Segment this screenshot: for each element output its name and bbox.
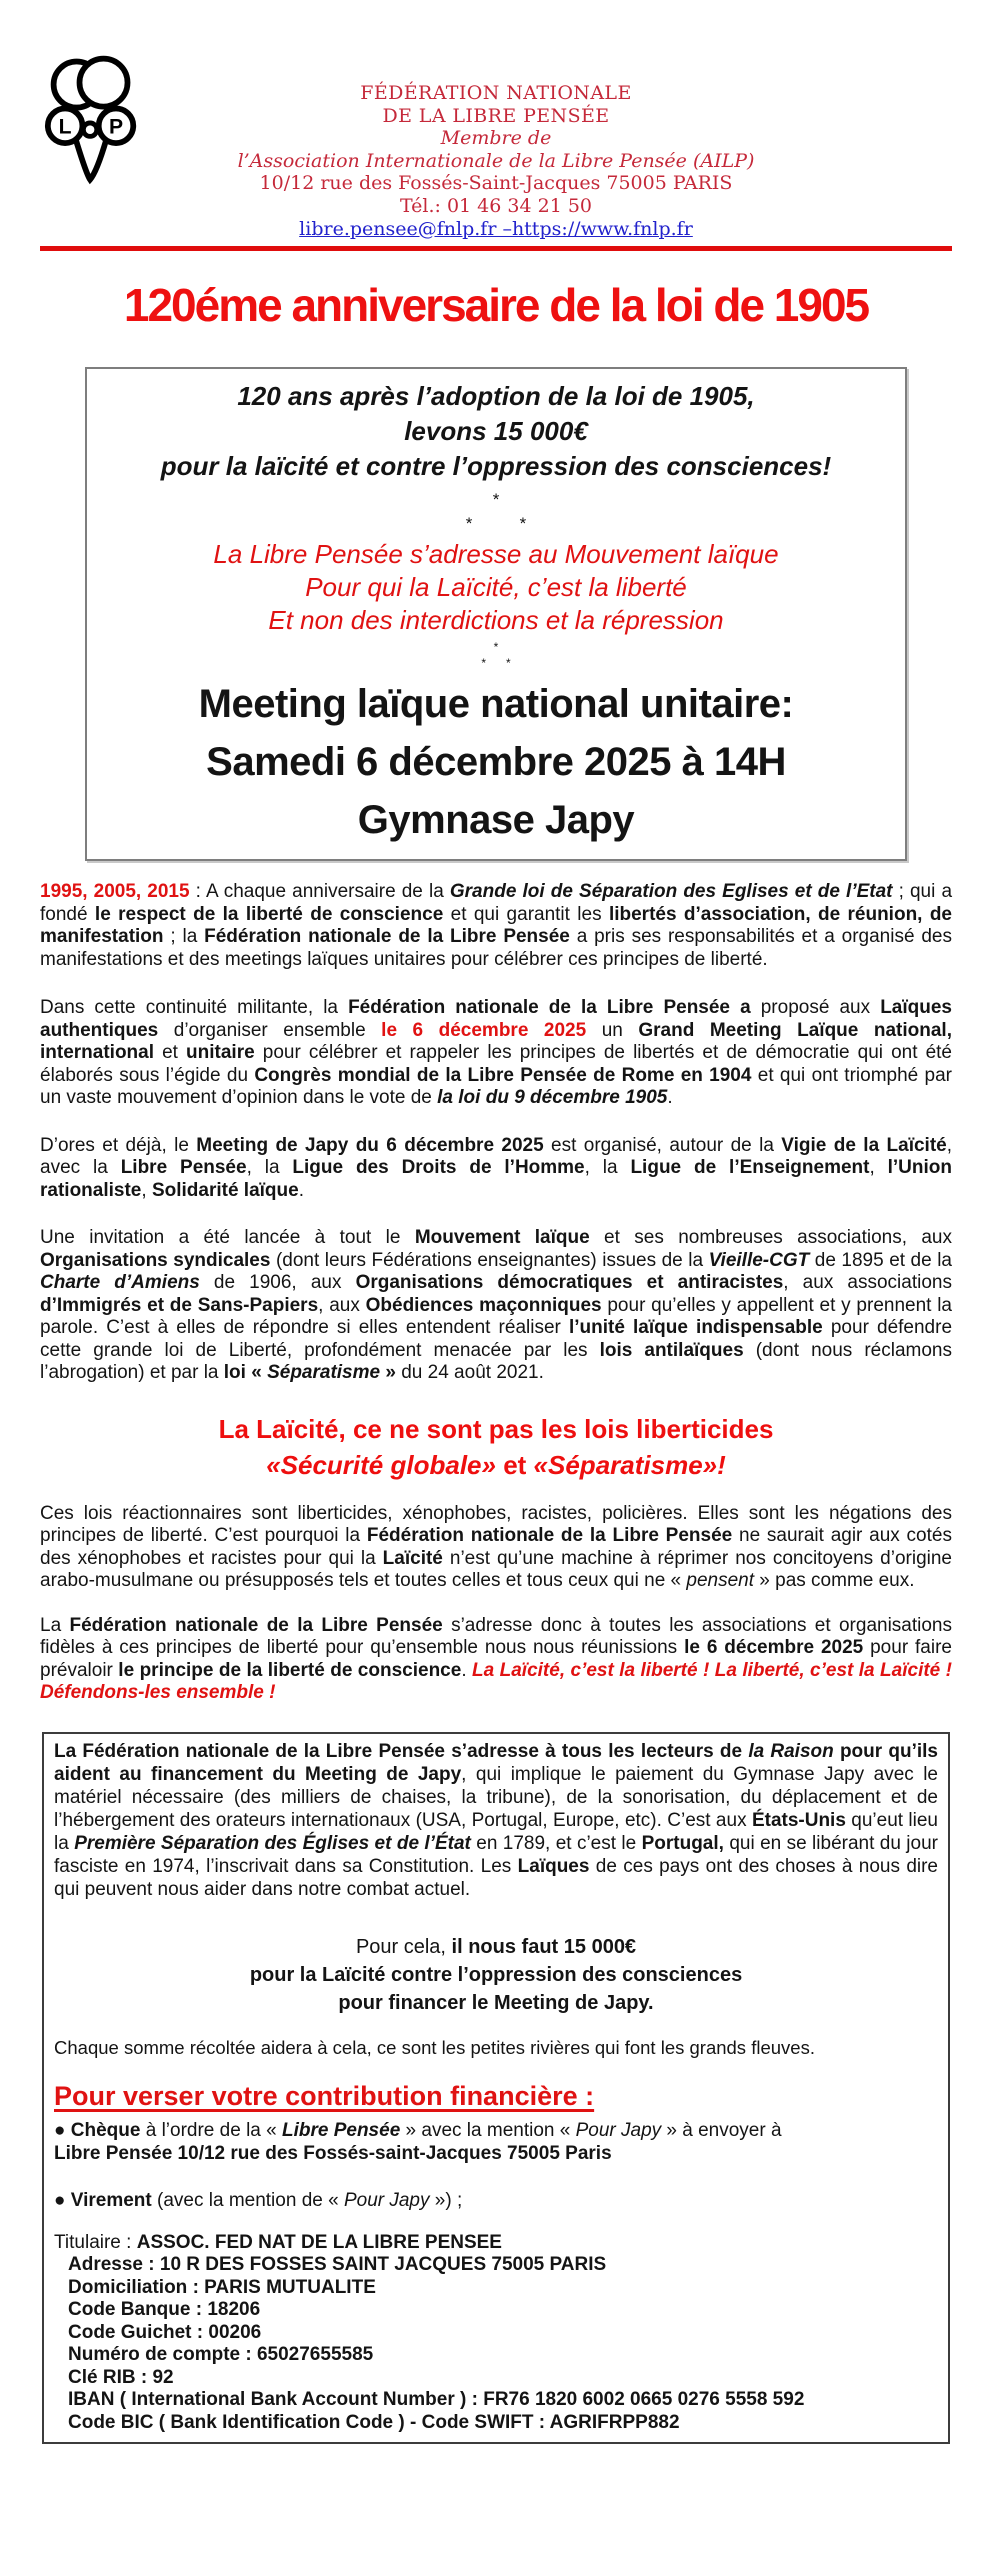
text-segment: et	[154, 1042, 187, 1063]
text-segment: .	[667, 1087, 673, 1108]
text-segment: le 6 décembre 2025	[381, 1019, 587, 1041]
text-segment: , aux	[318, 1294, 366, 1316]
financing-box	[42, 1732, 950, 2445]
text-segment: «Sécurité globale»	[266, 1449, 496, 1480]
text-segment: et	[495, 1449, 534, 1480]
tiny-star-separator-pair: * *	[481, 656, 511, 670]
text-segment: Domiciliation : PARIS MUTUALITE	[68, 2276, 376, 2298]
letterhead	[40, 40, 952, 242]
text-segment: qui en se libérant du jour fasciste en 1974, l’inscrivait dans sa Constitution. Les	[54, 1832, 938, 1877]
text-segment: 1995, 2005, 2015	[40, 881, 190, 902]
wire-transfer-instructions	[54, 2189, 938, 2212]
appeal-red-line1: La Libre Pensée s’adresse au Mouvement laïque	[213, 539, 779, 569]
bank-bic-swift	[54, 2412, 938, 2435]
text-segment: Organisations démocratiques et antiracistes	[355, 1272, 784, 1293]
text-segment: ,	[869, 1157, 888, 1178]
org-name-line2: DE LA LIBRE PENSÉE	[382, 104, 610, 127]
text-segment: Titulaire :	[54, 2231, 137, 2253]
funds-appeal-line2: pour la Laïcité contre l’oppression des consciences	[249, 1963, 743, 1986]
laicite-heading-line1: La Laïcité, ce ne sont pas les lois liberticides	[218, 1413, 774, 1444]
text-segment: Dans cette continuité militante, la	[40, 997, 349, 1018]
funds-appeal-line3: pour financer le Meeting de Japy.	[338, 1991, 654, 2014]
text-segment: pour qu’elles y appellent et y prennent la parole. C’est à elles de répondre si elles entendent réaliser	[40, 1294, 953, 1338]
text-segment: Pour Japy	[575, 2119, 662, 2141]
text-segment: de 1895 et de la	[809, 1249, 952, 1271]
red-divider	[40, 246, 952, 251]
logo-center	[83, 123, 96, 136]
text-segment: Chèque	[70, 2119, 141, 2141]
star-separator-pair: * *	[465, 514, 527, 533]
cheque-address: Libre Pensée 10/12 rue des Fossés-saint-Jacques 75005 Paris	[54, 2142, 612, 2164]
text-segment: , qui implique le paiement du Gymnase Japy avec le matériel nécessaire (des milliers de chaises, la tribune), de la sonorisation, du déplacement et de l’hébergement des orateurs internationaux (USA, Portugal, Europe, etc). C’est aux	[54, 1763, 938, 1831]
text-segment: l’Union rationaliste	[40, 1157, 953, 1201]
text-segment: lois antilaïques	[599, 1339, 744, 1361]
text-segment: (dont leurs Fédérations enseignantes) issues de la	[270, 1249, 709, 1271]
logo-stem	[76, 139, 107, 179]
paragraph-anniversaries	[40, 881, 952, 971]
text-segment: IBAN ( International Bank Account Number ) : FR76 1820 6002 0665 0276 5558 592	[68, 2389, 805, 2410]
text-segment: Laïcité	[382, 1547, 443, 1569]
text-segment: Fédération nationale de la Libre Pensée	[69, 1614, 443, 1636]
text-segment: et qui garantit les	[443, 903, 609, 925]
text-segment: libertés d’association, de réunion, de manifestation	[40, 903, 952, 947]
paragraph-organizers	[40, 1135, 952, 1203]
bank-account-number	[54, 2344, 938, 2367]
text-segment: Mouvement laïque	[414, 1227, 590, 1248]
bank-details	[54, 2232, 938, 2435]
org-address: 10/12 rue des Fossés-Saint-Jacques 75005 PARIS	[259, 172, 733, 195]
text-segment: Pour Japy	[343, 2189, 430, 2211]
email-website-link[interactable]: libre.pensee@fnlp.fr –https://www.fnlp.fr	[299, 217, 693, 240]
text-segment: Ligue des Droits de l’Homme	[292, 1157, 585, 1178]
financing-paragraph	[54, 1740, 938, 1901]
contribution-heading: Pour verser votre contribution financière :	[54, 2080, 595, 2111]
text-segment: , la	[584, 1157, 631, 1178]
text-segment: d’organiser ensemble	[158, 1019, 382, 1041]
logo-petal-top-right	[80, 59, 128, 107]
bank-account-holder	[54, 2232, 938, 2255]
text-segment: , la	[246, 1157, 293, 1178]
paragraph-invitation	[40, 1227, 952, 1385]
bank-code-banque	[54, 2299, 938, 2322]
text-segment: Code Banque : 18206	[68, 2299, 261, 2320]
text-segment: loi «	[223, 1362, 268, 1383]
tiny-star-separator: *	[493, 640, 499, 654]
laicite-heading-line2	[40, 1447, 952, 1483]
meeting-venue-line: Gymnase Japy	[357, 798, 635, 842]
appeal-red-line3: Et non des interdictions et la répression	[268, 605, 724, 635]
document-body	[40, 0, 952, 2444]
text-segment: et qui ont triomphé par un vaste mouvement d’opinion dans le vote de	[40, 1064, 952, 1108]
text-segment: la Raison	[748, 1740, 834, 1762]
appeal-black-line2: levons 15 000€	[404, 416, 588, 446]
text-segment: n’est qu’une machine à réprimer nos concitoyens d’origine arabo-musulmane ou présupposés tels et toutes celles et tous ceux qui ne «	[40, 1547, 952, 1591]
text-segment: Obédiences maçonniques	[365, 1294, 602, 1316]
text-segment: Numéro de compte : 65027655585	[68, 2344, 374, 2365]
text-segment: ne saurait agir aux cotés des xénophobes et racistes pour qui la	[40, 1525, 952, 1569]
text-segment: ,	[141, 1179, 152, 1201]
cheque-instructions	[54, 2119, 938, 2142]
text-segment: Grande loi de Séparation des Eglises et de l’Etat	[449, 881, 893, 902]
text-segment: du 24 août 2021.	[395, 1362, 544, 1383]
org-member-line1: Membre de	[440, 127, 552, 150]
logo-letter-l: L	[58, 115, 72, 139]
text-segment: proposé aux	[750, 997, 881, 1018]
text-segment: Laïques authentiques	[40, 997, 952, 1041]
funds-appeal-line1	[54, 1933, 938, 1961]
text-segment: Fédération nationale de la Libre Pensée	[366, 1525, 733, 1546]
text-segment: Code BIC ( Bank Identification Code ) - Code SWIFT : AGRIFRPP882	[68, 2411, 680, 2433]
text-segment: La Laïcité, c’est la liberté ! La liberté, c’est la Laïcité ! Défendons-les ensemble !	[40, 1659, 952, 1703]
org-phone: Tél.: 01 46 34 21 50	[399, 194, 593, 217]
appeal-black-line1: 120 ans après l’adoption de la loi de 1905,	[237, 381, 755, 411]
text-segment: Clé RIB : 92	[68, 2366, 174, 2388]
text-segment: Libre Pensée	[120, 1157, 247, 1178]
text-segment: pensent	[686, 1570, 755, 1591]
text-segment: de 1906, aux	[199, 1272, 356, 1293]
logo-letter-p: P	[108, 115, 124, 139]
text-segment: et ses nombreuses associations, aux	[589, 1227, 952, 1248]
meeting-title-line: Meeting laïque national unitaire:	[198, 682, 794, 726]
text-segment: »	[380, 1362, 396, 1383]
text-segment: Virement	[70, 2189, 152, 2211]
meeting-date-line: Samedi 6 décembre 2025 à 14H	[206, 740, 786, 784]
text-segment: l’unité laïque indispensable	[568, 1317, 823, 1338]
text-segment: le respect de la liberté de conscience	[94, 903, 444, 925]
text-segment: (avec la mention de «	[151, 2189, 344, 2211]
text-segment: unitaire	[186, 1042, 255, 1063]
text-segment: La	[40, 1614, 70, 1636]
text-segment: le principe de la liberté de conscience	[118, 1659, 462, 1681]
text-segment: Solidarité laïque	[151, 1179, 299, 1201]
text-segment: Une invitation a été lancée à tout le	[40, 1227, 415, 1248]
text-segment: » pas comme eux.	[754, 1570, 915, 1591]
paragraph-call-to-unite	[40, 1615, 952, 1705]
paragraph-proposal	[40, 997, 952, 1110]
text-segment: Congrès mondial de la Libre Pensée de Rome en 1904	[254, 1064, 752, 1086]
text-segment: s’adresse donc à toutes les associations et organisations fidèles à ces principes de liberté pour qu’ensemble nous nous réunissions	[40, 1614, 952, 1658]
announcement-box	[85, 367, 907, 861]
text-segment: » à envoyer à	[661, 2119, 782, 2141]
text-segment: Première Séparation des Églises et de l’État	[74, 1832, 471, 1854]
text-segment: , aux associations	[783, 1272, 952, 1293]
text-segment: qu’eut lieu la	[54, 1809, 938, 1854]
paragraph-reactionary-laws	[40, 1503, 952, 1593]
text-segment: un	[586, 1019, 639, 1041]
text-segment: ●	[54, 2189, 71, 2211]
org-member-line2: l’Association Internationale de la Libre Pensée (AILP)	[237, 149, 755, 172]
text-segment: Laïques	[517, 1855, 590, 1877]
text-segment: pour célébrer et rappeler les principes de libertés et de démocratie qui ont été élaborés sous l’égide du	[40, 1042, 952, 1086]
libre-pensee-pansy-logo	[44, 54, 140, 188]
text-segment: , avec la	[40, 1134, 953, 1178]
text-segment: Code Guichet : 00206	[68, 2321, 262, 2343]
text-segment: Portugal,	[641, 1832, 724, 1854]
text-segment: Fédération nationale de la Libre Pensée a	[348, 997, 751, 1018]
text-segment: » avec la mention «	[400, 2119, 576, 2141]
text-segment: Grand Meeting Laïque national, international	[40, 1019, 952, 1063]
text-segment: Ligue de l’Enseignement	[630, 1157, 870, 1178]
text-segment: est organisé, autour de la	[543, 1134, 782, 1156]
text-segment: de ces pays ont des choses à nous dire qui peuvent nous aider dans notre combat actuel.	[54, 1855, 938, 1900]
bank-iban	[54, 2389, 938, 2412]
text-segment: ») ;	[429, 2189, 463, 2211]
bank-code-guichet	[54, 2322, 938, 2345]
text-segment: : A chaque anniversaire de la	[189, 881, 450, 902]
text-segment: .	[298, 1179, 304, 1201]
bank-address	[54, 2254, 938, 2277]
text-segment: États-Unis	[751, 1809, 846, 1831]
text-segment: pour faire prévaloir	[40, 1637, 952, 1681]
text-segment: Ces lois réactionnaires sont liberticides, xénophobes, racistes, policières. Elles sont les négations des principes de liberté. C’est pourquoi la	[40, 1502, 952, 1546]
rivers-sentence: Chaque somme récoltée aidera à cela, ce sont les petites rivières qui font les grands fleuves.	[54, 2036, 815, 2058]
appeal-red-line2: Pour qui la Laïcité, c’est la liberté	[305, 572, 687, 602]
star-separator-top: *	[492, 490, 500, 509]
text-segment: la loi du 9 décembre 1905	[437, 1087, 668, 1108]
text-segment: .	[461, 1659, 473, 1681]
text-segment: (dont nous réclamons l’abrogation) et par la	[40, 1339, 952, 1383]
text-segment: Meeting de Japy du 6 décembre 2025	[196, 1134, 544, 1156]
text-segment: en 1789, et c’est le	[470, 1832, 642, 1854]
page-title: 120éme anniversaire de la loi de 1905	[123, 279, 869, 331]
org-block	[40, 40, 952, 240]
text-segment: Libre Pensée	[281, 2119, 401, 2141]
text-segment: pour qu’ils aident au financement du Meeting de Japy	[54, 1740, 938, 1785]
text-segment: a pris ses responsabilités et a organisé des manifestations et des meetings laïques unitaires pour célébrer ces principes de liberté.	[40, 926, 952, 970]
funds-appeal	[54, 1933, 938, 2017]
text-segment: le 6 décembre 2025	[684, 1637, 864, 1658]
text-segment: Organisations syndicales	[40, 1249, 271, 1271]
text-segment: «Séparatisme»!	[533, 1449, 726, 1480]
text-segment: ASSOC. FED NAT DE LA LIBRE PENSEE	[136, 2231, 502, 2253]
bank-rib-key	[54, 2367, 938, 2390]
text-segment: à l’ordre de la «	[140, 2119, 282, 2141]
bank-domiciliation	[54, 2277, 938, 2300]
text-segment: pour défendre cette grande loi de Liberté, profondément menacée par les	[40, 1317, 953, 1361]
text-segment: Vieille-CGT	[708, 1249, 810, 1271]
text-segment: il nous faut 15 000€	[451, 1935, 637, 1958]
text-segment: ; qui a fondé	[40, 881, 953, 925]
appeal-black-line3: pour la laïcité et contre l’oppression des consciences!	[160, 451, 832, 481]
text-segment: La Fédération nationale de la Libre Pensée s’adresse à tous les lecteurs de	[54, 1740, 749, 1762]
text-segment: Séparatisme	[267, 1362, 381, 1383]
text-segment: Charte d’Amiens	[40, 1272, 200, 1293]
text-segment: Pour cela,	[355, 1935, 452, 1958]
text-segment: Vigie de la Laïcité	[781, 1134, 947, 1156]
laicite-heading	[40, 1411, 952, 1483]
text-segment: d’Immigrés et de Sans-Papiers	[40, 1294, 319, 1316]
text-segment: D’ores et déjà, le	[40, 1134, 197, 1156]
text-segment: Fédération nationale de la Libre Pensée	[204, 926, 570, 947]
text-segment: Adresse : 10 R DES FOSSES SAINT JACQUES 75005 PARIS	[68, 2254, 607, 2275]
text-segment: ; la	[163, 926, 205, 947]
text-segment: ●	[54, 2119, 71, 2141]
org-name-line1: FÉDÉRATION NATIONALE	[360, 82, 632, 104]
